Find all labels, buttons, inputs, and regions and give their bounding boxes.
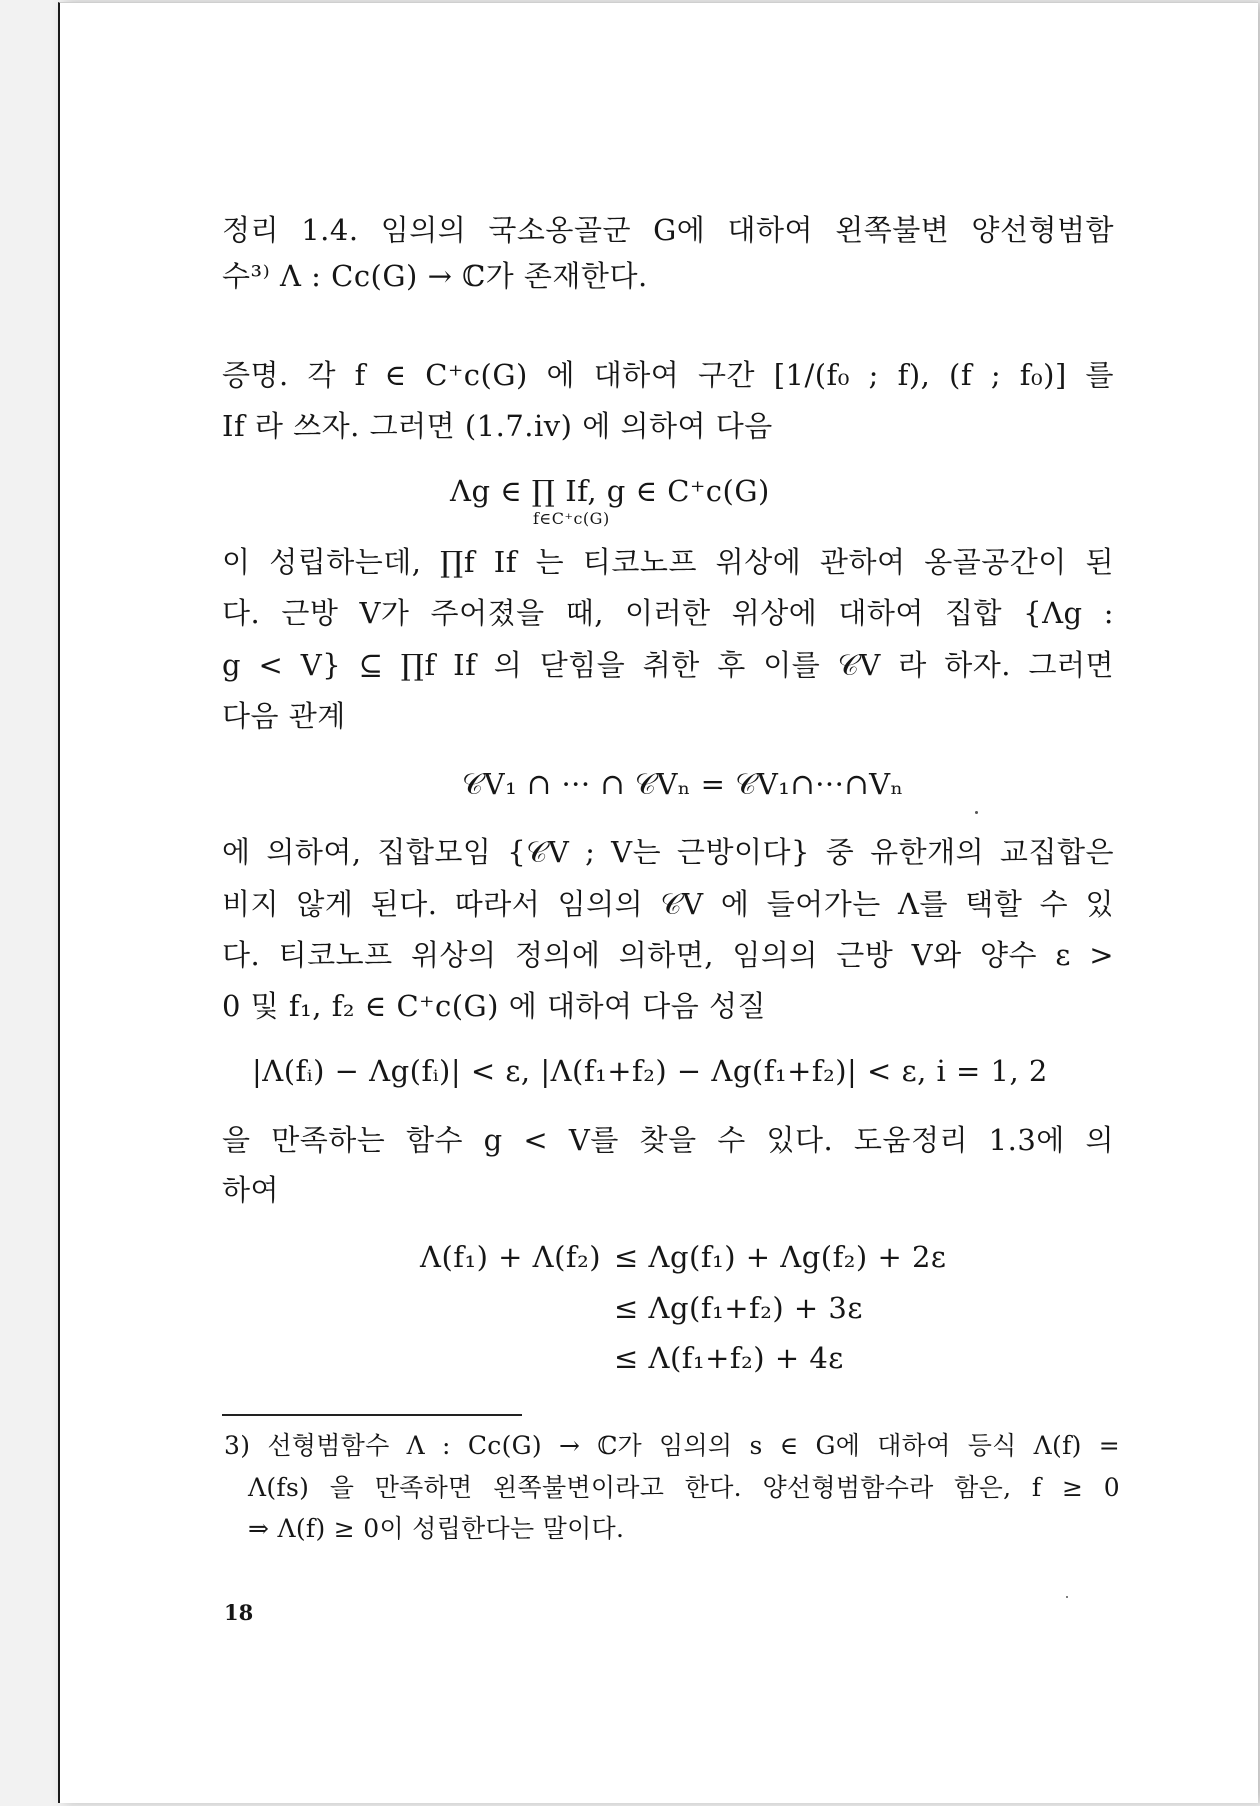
theorem-line-2: 수³⁾ Λ : Cc(G) → ℂ가 존재한다. — [222, 259, 648, 293]
proof-line-6: 다음 관계 — [222, 699, 346, 733]
page-number: 18 — [224, 1600, 254, 1625]
equation-chain-lhs: Λ(f₁) + Λ(f₂) — [420, 1240, 602, 1274]
proof-line-10: 0 및 f₁, f₂ ∈ C⁺c(G) 에 대하여 다음 성질 — [222, 989, 766, 1023]
scan-speck — [1066, 1596, 1068, 1598]
proof-line-3: 이 성립하는데, ∏f If 는 티코노프 위상에 관하여 옹골공간이 된 — [222, 545, 1114, 579]
proof-line-12: 하여 — [222, 1173, 280, 1207]
proof-line-1: 증명. 각 f ∈ C⁺c(G) 에 대하여 구간 [1/(f₀ ; f), (f ; f₀)] 를 — [222, 358, 1114, 392]
equation-chain-row-2: ≤ Λg(f₁+f₂) + 3ε — [614, 1291, 863, 1325]
proof-line-11: 을 만족하는 함수 g < V를 찾을 수 있다. 도움정리 1.3에 의 — [222, 1123, 1114, 1157]
equation-intersection: 𝒞V₁ ∩ ··· ∩ 𝒞Vₙ = 𝒞V₁∩···∩Vₙ — [462, 767, 904, 801]
footnote-line-2: Λ(fs) 을 만족하면 왼쪽불변이라고 한다. 양선형범함수라 함은, f ≥ 0 — [248, 1473, 1120, 1502]
scan-speck — [975, 811, 978, 814]
footnote-rule — [222, 1414, 522, 1416]
equation-product: Λg ∈ ∏ If, g ∈ C⁺c(G) — [450, 474, 770, 508]
proof-line-9: 다. 티코노프 위상의 정의에 의하면, 임의의 근방 V와 양수 ε > — [222, 938, 1114, 972]
proof-line-4: 다. 근방 V가 주어졌을 때, 이러한 위상에 대하여 집합 {Λg : — [222, 596, 1114, 630]
theorem-line-1: 정리 1.4. 임의의 국소옹골군 G에 대하여 왼쪽불변 양선형범함 — [222, 213, 1114, 247]
equation-inequalities: |Λ(fᵢ) − Λg(fᵢ)| < ε, |Λ(f₁+f₂) − Λg(f₁+f₂)| < ε, i = 1, 2 — [252, 1054, 1048, 1088]
equation-product-subscript: f∈C⁺c(G) — [533, 509, 610, 528]
proof-line-5: g < V} ⊆ ∏f If 의 닫힘을 취한 후 이를 𝒞V 라 하자. 그러면 — [222, 648, 1114, 682]
footnote-line-3: ⇒ Λ(f) ≥ 0이 성립한다는 말이다. — [248, 1514, 625, 1543]
equation-chain-row-3: ≤ Λ(f₁+f₂) + 4ε — [614, 1341, 844, 1375]
equation-chain-row-1: ≤ Λg(f₁) + Λg(f₂) + 2ε — [614, 1240, 947, 1274]
proof-line-7: 에 의하여, 집합모임 {𝒞V ; V는 근방이다} 중 유한개의 교집합은 — [222, 835, 1114, 869]
footnote-line-1: 3) 선형범함수 Λ : Cc(G) → ℂ가 임의의 s ∈ G에 대하여 등식 Λ(f) = — [224, 1431, 1120, 1460]
proof-line-8: 비지 않게 된다. 따라서 임의의 𝒞V 에 들어가는 Λ를 택할 수 있 — [222, 887, 1114, 921]
proof-line-2: If 라 쓰자. 그러면 (1.7.iv) 에 의하여 다음 — [222, 409, 773, 443]
